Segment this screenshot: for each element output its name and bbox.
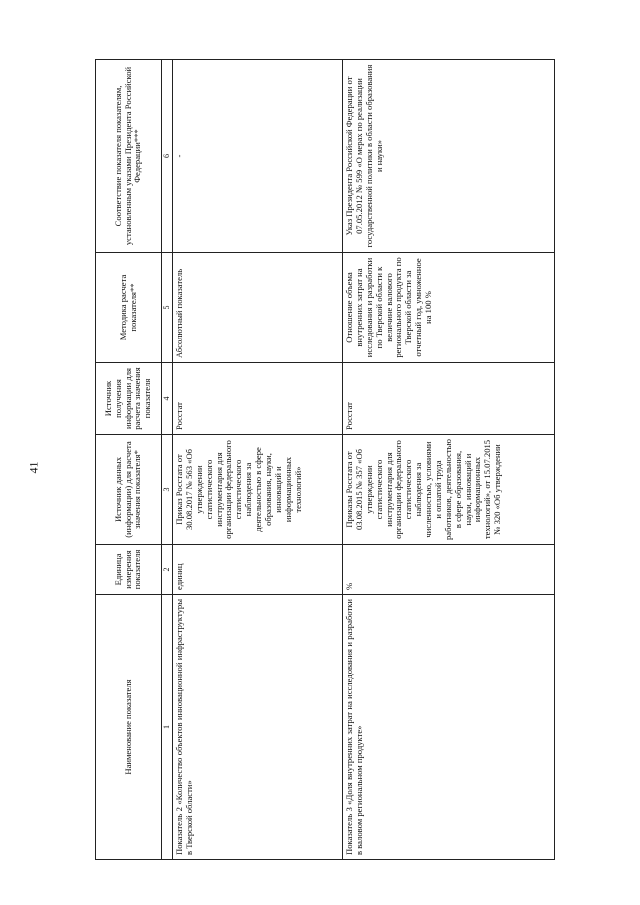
decree-cell: - [173,60,343,253]
header-info-source: Источник получения информации для расчета значения показателя [96,363,162,435]
method-cell: Отношение объема внутренних затрат на исследования и разработки по Тверской области к величине валового регионального продукта по Тверской области за отчетный год, умноженное на 100 % [343,253,555,363]
header-data-source: Источник данных (информации) для расчета значения показателя* [96,435,162,545]
column-number: 6 [162,60,173,253]
table-row [173,60,343,860]
column-number-row [162,60,173,860]
decree-cell: Указ Президента Российской Федерации от 07.05.2012 № 599 «О мерах по реализации государственной политики в области образования и науки» [343,60,555,253]
page-number: 41 [26,461,41,474]
table-header-row [96,60,162,860]
indicator-name-cell: Показатель 3 «Доля внутренних затрат на исследования и разработки в валовом региональном продукте» [343,595,555,860]
data-source-cell: Приказы Росстата от 03.08.2015 № 357 «Об утверждении статистического инструментария для организации федерального статистического наблюдения за численностью, условиями и оплатой труда работников, деятельностью в сфере образования, науки, инноваций и информационных технологий», от 15.07.2015 № 320 «Об утверждении [343,435,555,545]
column-number: 1 [162,595,173,860]
indicator-name-cell: Показатель 2 «Количество объектов инновационной инфраструктуры в Тверской области» [173,595,343,860]
info-source-cell: Росстат [343,363,555,435]
header-unit: Единица измерения показателя [96,545,162,595]
table-row [343,60,555,860]
method-cell: Абсолютный показатель [173,253,343,363]
unit-cell: % [343,545,555,595]
rotated-page-content [95,60,555,860]
info-source-cell: Росстат [173,363,343,435]
header-decree: Соответствие показателя показателям, установленным указами Президента Российской Федерации*** [96,60,162,253]
data-source-cell: Приказ Росстата от 30.08.2017 № 563 «Об утверждении статистического инструментария для организации федерального статистического наблюдения за деятельностью в сфере образования, науки, инноваций и информационных технологий» [173,435,343,545]
column-number: 2 [162,545,173,595]
column-number: 4 [162,363,173,435]
header-method: Методика расчета показателя** [96,253,162,363]
unit-cell: единиц [173,545,343,595]
column-number: 5 [162,253,173,363]
indicators-table [95,59,555,860]
header-indicator-name: Наименование показателя [96,595,162,860]
column-number: 3 [162,435,173,545]
